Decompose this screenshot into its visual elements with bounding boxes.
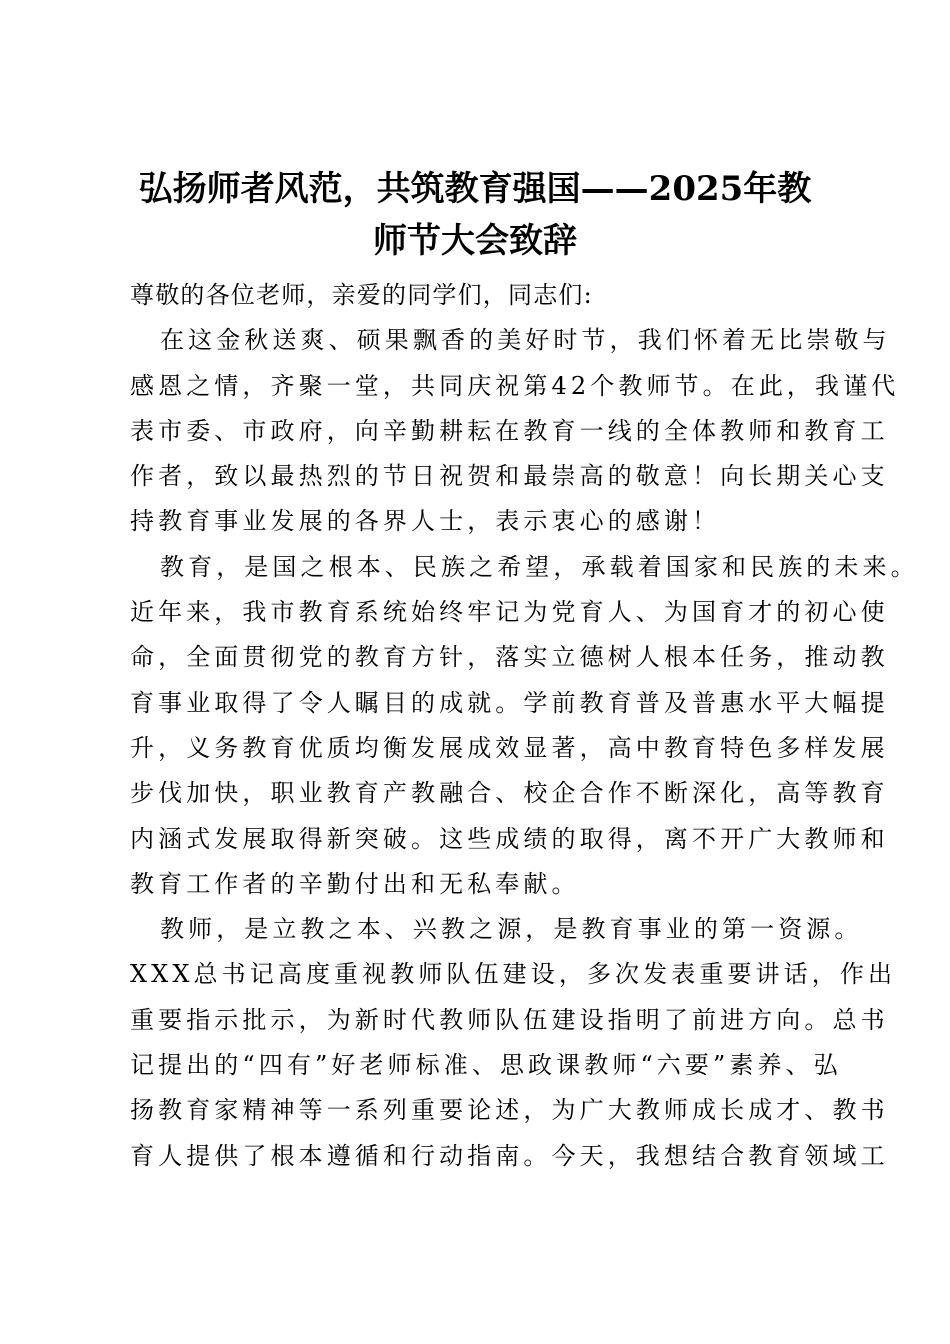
document-title	[100, 163, 850, 267]
paragraph-line: 升，义务教育优质均衡发展成效显著，高中教育特色多样发展	[130, 733, 889, 762]
paragraph-line: 持教育事业发展的各界人士，表示衷心的感谢！	[130, 507, 721, 536]
paragraph-line: 命，全面贯彻党的教育方针，落实立德树人根本任务，推动教	[130, 643, 889, 672]
paragraph-line: 步伐加快，职业教育产教融合、校企合作不断深化，高等教育	[130, 779, 889, 808]
paragraph-line: 近年来，我市教育系统始终牢记为党育人、为国育才的初心使	[130, 598, 889, 627]
paragraph-line: 在这金秋送爽、硕果飘香的美好时节，我们怀着无比崇敬与	[160, 326, 891, 355]
paragraph-line: 内涵式发展取得新突破。这些成绩的取得，离不开广大教师和	[130, 824, 889, 853]
salutation: 尊敬的各位老师，亲爱的同学们，同志们:	[130, 281, 593, 309]
paragraph-line: 感恩之情，齐聚一堂，共同庆祝第42个教师节。在此，我谨代	[130, 371, 900, 400]
paragraph-line: 育事业取得了令人瞩目的成就。学前教育普及普惠水平大幅提	[130, 688, 889, 717]
paragraph-line: 记提出的“四有”好老师标准、思政课教师“六要”素养、弘	[130, 1051, 842, 1080]
title-line-2: 师节大会致辞	[373, 221, 577, 261]
paragraph-2	[130, 545, 919, 907]
document-body	[130, 273, 919, 1179]
paragraph-1	[130, 318, 900, 544]
paragraph-line: 扬教育家精神等一系列重要论述，为广大教师成长成才、教书	[130, 1096, 889, 1125]
paragraph-3	[130, 907, 897, 1179]
title-line-1: 弘扬师者风范，共筑教育强国——2025年教	[138, 169, 812, 209]
paragraph-line: 教育，是国之根本、民族之希望，承载着国家和民族的未来。	[160, 552, 919, 581]
paragraph-line: 重要指示批示，为新时代教师队伍建设指明了前进方向。总书	[130, 1005, 889, 1034]
paragraph-line: 教师，是立教之本、兴教之源，是教育事业的第一资源。	[160, 915, 863, 944]
paragraph-line: 表市委、市政府，向辛勤耕耘在教育一线的全体教师和教育工	[130, 416, 889, 445]
paragraph-line: XXX总书记高度重视教师队伍建设，多次发表重要讲话，作出	[130, 960, 897, 989]
paragraph-line: 育人提供了根本遵循和行动指南。今天，我想结合教育领域工	[130, 1141, 889, 1170]
paragraph-line: 教育工作者的辛勤付出和无私奉献。	[130, 869, 580, 898]
paragraph-line: 作者，致以最热烈的节日祝贺和最崇高的敬意！向长期关心支	[130, 462, 889, 491]
